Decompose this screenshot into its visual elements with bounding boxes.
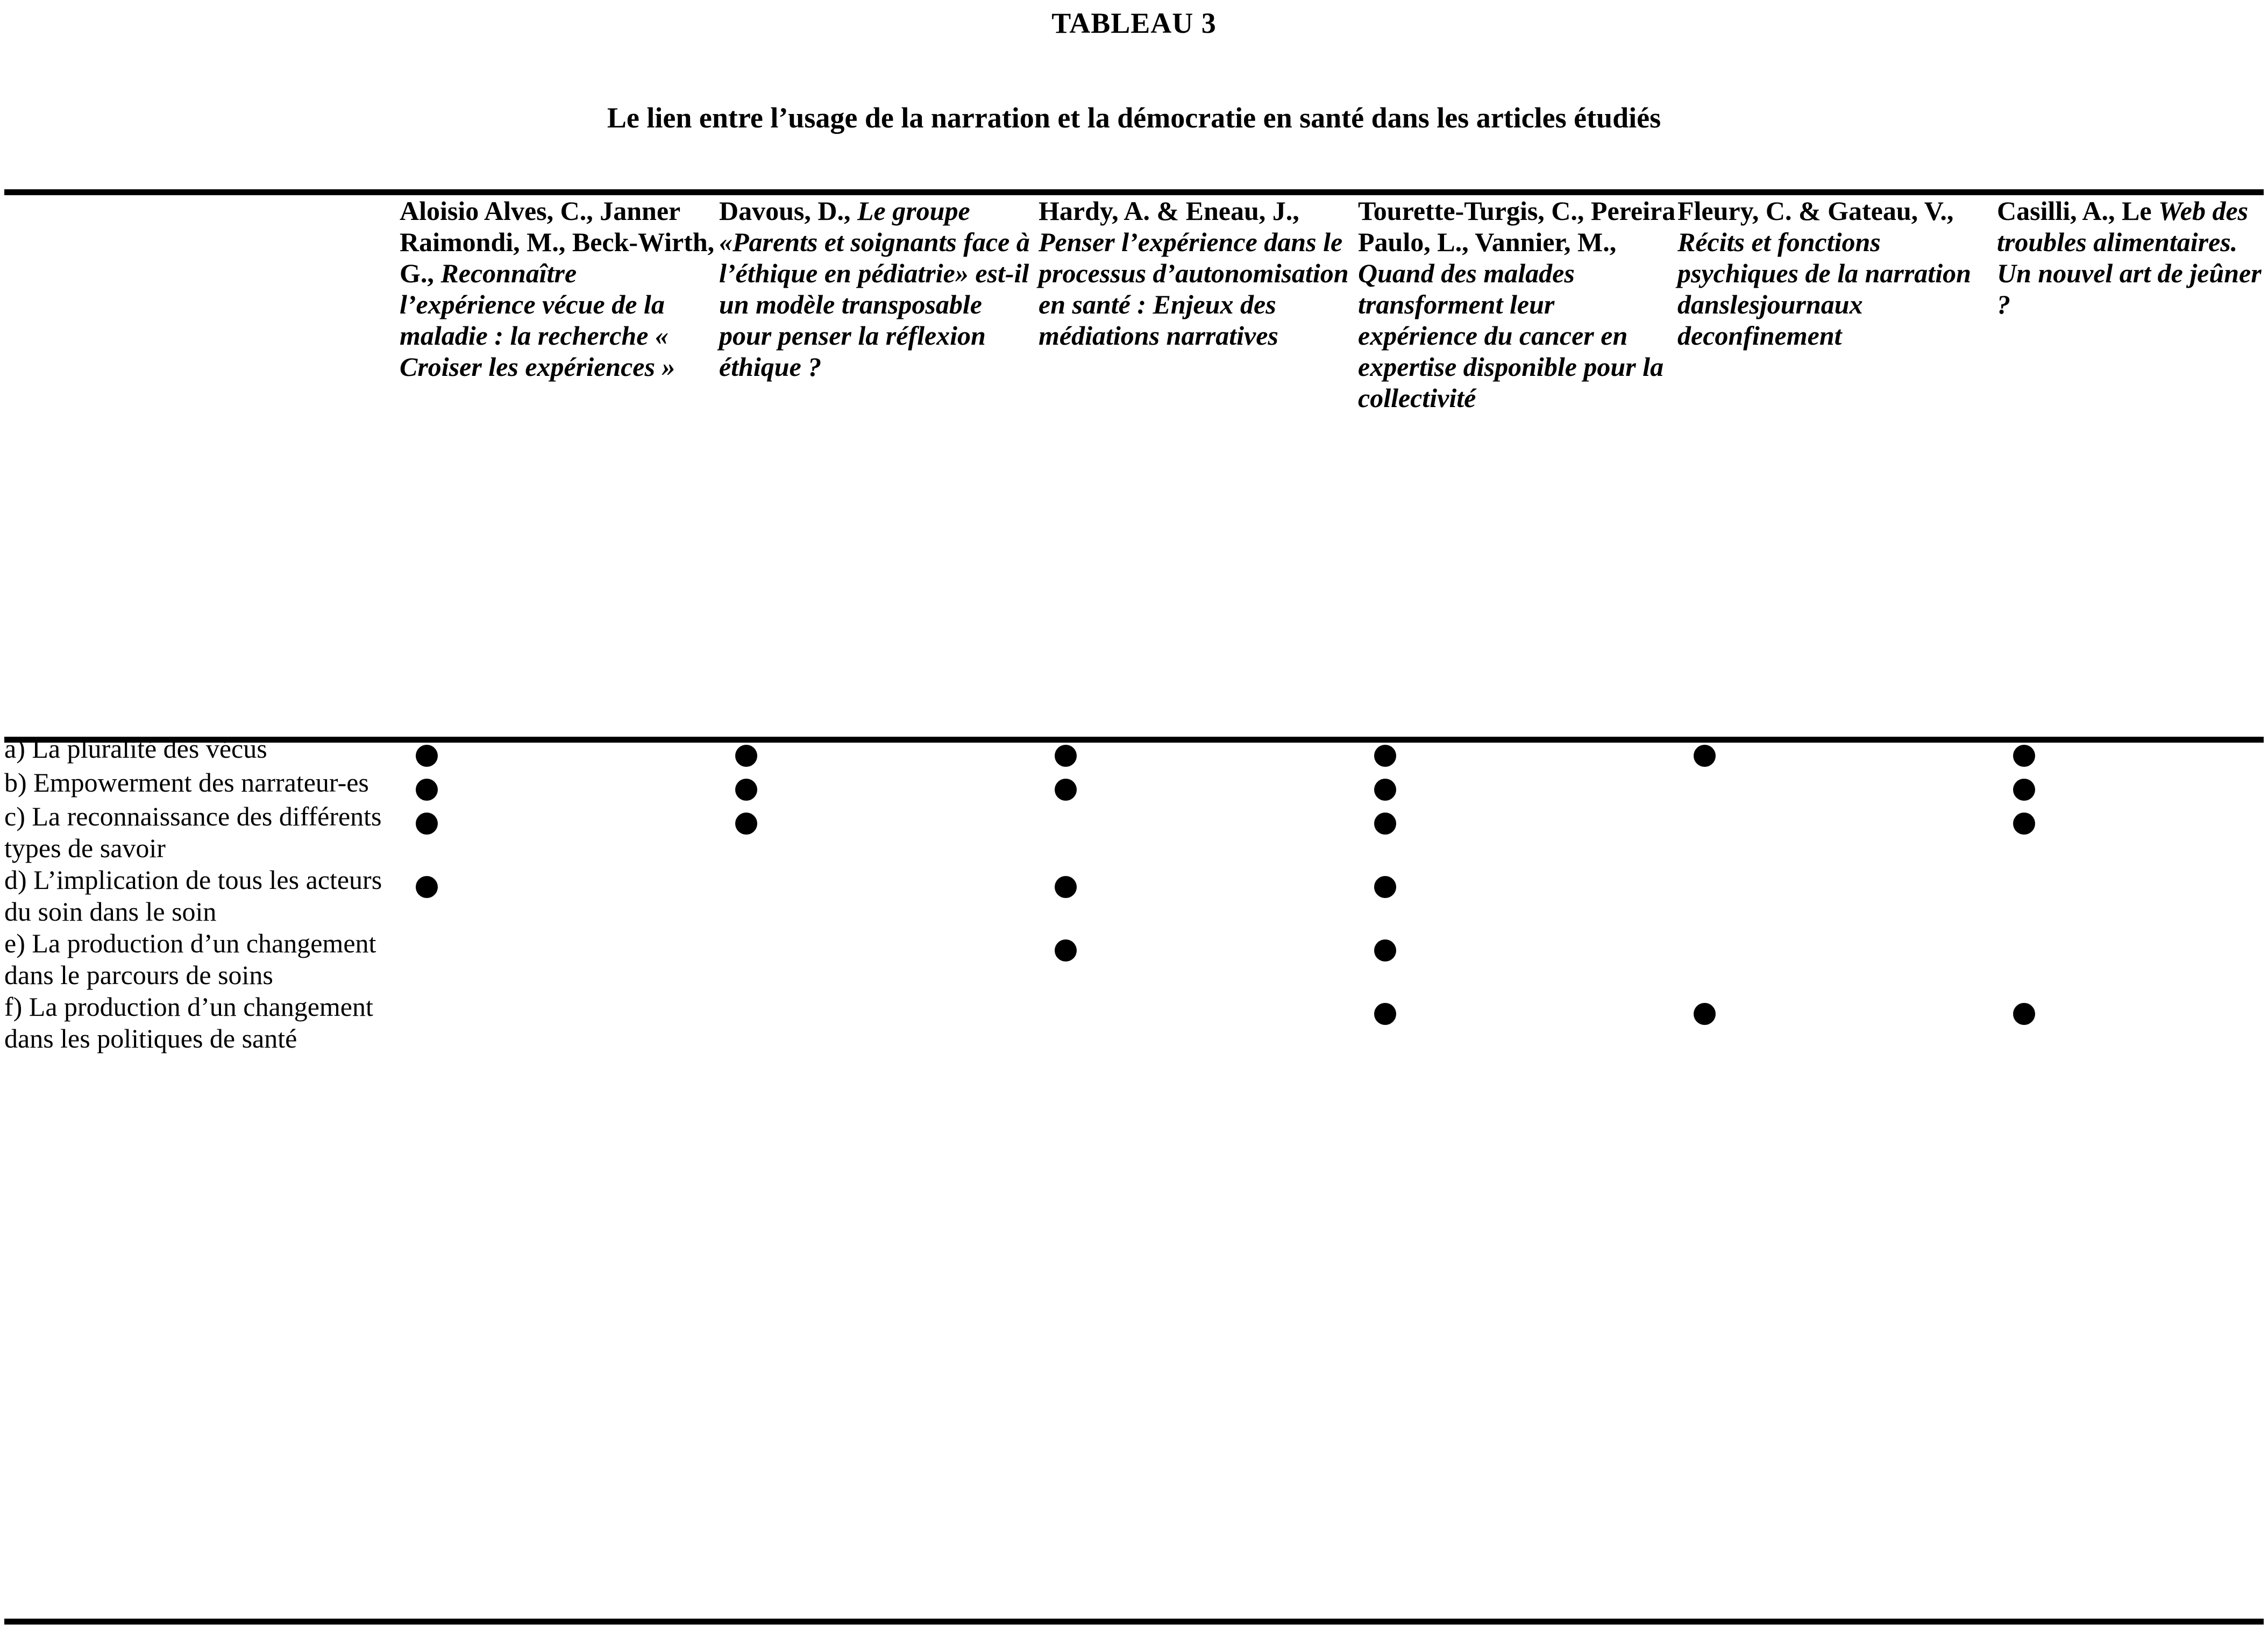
filled-circle-icon <box>1374 876 1396 898</box>
cell-a-3 <box>1039 733 1358 767</box>
article-title: Reconnaître l’expérience vécue de la maladie : la recherche « Croiser les expériences » <box>400 258 676 382</box>
table-rule-top <box>4 189 2264 195</box>
cell-e-3 <box>1039 928 1358 991</box>
cell-b-1 <box>400 767 719 801</box>
filled-circle-icon <box>1374 745 1396 767</box>
filled-circle-icon <box>2013 1003 2035 1025</box>
article-authors: Tourette-Turgis, C., Pereira Paulo, L., Vannier, M., <box>1358 196 1676 257</box>
column-header-article-5 <box>1677 195 1997 733</box>
empty-cell-marker <box>2013 876 2035 898</box>
cell-c-5 <box>1677 801 1997 864</box>
cell-a-1 <box>400 733 719 767</box>
table-row <box>4 991 2267 1055</box>
empty-cell-marker <box>416 1003 438 1025</box>
cell-c-2 <box>719 801 1039 864</box>
empty-cell-marker <box>1055 1003 1077 1025</box>
filled-circle-icon <box>1374 1003 1396 1025</box>
criterion-label-f: f) La production d’un changement dans les politiques de santé <box>4 992 373 1053</box>
cell-e-1 <box>400 928 719 991</box>
cell-d-1 <box>400 864 719 928</box>
table-row <box>4 801 2267 864</box>
criterion-label-d: d) L’implication de tous les acteurs du soin dans le soin <box>4 865 382 927</box>
empty-cell-marker <box>1055 813 1077 835</box>
table-body <box>4 733 2267 1055</box>
empty-cell-marker <box>1694 939 1716 961</box>
empty-cell-marker <box>735 876 757 898</box>
cell-b-3 <box>1039 767 1358 801</box>
column-header-article-6 <box>1997 195 2267 733</box>
article-title: Web des troubles alimentaires. Un nouvel art de jeûner ? <box>1997 196 2262 319</box>
filled-circle-icon <box>735 779 757 801</box>
filled-circle-icon <box>1374 779 1396 801</box>
filled-circle-icon <box>1694 745 1716 767</box>
column-header-article-1 <box>400 195 719 733</box>
table-number: TABLEAU 3 <box>1051 7 1217 39</box>
cell-b-6 <box>1997 767 2267 801</box>
table-row <box>4 733 2267 767</box>
table-row <box>4 767 2267 801</box>
filled-circle-icon <box>1055 779 1077 801</box>
cell-f-3 <box>1039 991 1358 1055</box>
cell-a-4 <box>1358 733 1677 767</box>
empty-cell-marker <box>2013 939 2035 961</box>
cell-b-2 <box>719 767 1039 801</box>
table-header <box>4 195 2267 733</box>
filled-circle-icon <box>2013 813 2035 835</box>
filled-circle-icon <box>1374 939 1396 961</box>
article-authors: Fleury, C. & Gateau, V., <box>1677 196 1954 226</box>
filled-circle-icon <box>416 876 438 898</box>
article-title: Récits et fonctions psychiques de la narration danslesjournaux deconfinement <box>1677 227 1971 351</box>
empty-cell-marker <box>1694 876 1716 898</box>
empty-cell-marker <box>1694 813 1716 835</box>
criterion-label-e: e) La production d’un changement dans le parcours de soins <box>4 928 376 990</box>
article-title: Quand des malades transforment leur expérience du cancer en expertise disponible pour la collectivité <box>1358 258 1664 413</box>
empty-cell-marker <box>735 939 757 961</box>
filled-circle-icon <box>416 813 438 835</box>
filled-circle-icon <box>735 745 757 767</box>
cell-a-2 <box>719 733 1039 767</box>
filled-circle-icon <box>2013 779 2035 801</box>
filled-circle-icon <box>416 745 438 767</box>
filled-circle-icon <box>1055 745 1077 767</box>
column-header-article-2 <box>719 195 1039 733</box>
cell-d-3 <box>1039 864 1358 928</box>
filled-circle-icon <box>1694 1003 1716 1025</box>
cell-e-4 <box>1358 928 1677 991</box>
filled-circle-icon <box>1055 939 1077 961</box>
table-rule-bottom <box>4 1619 2264 1625</box>
table-row <box>4 864 2267 928</box>
criterion-label-c: c) La reconnaissance des différents types de savoir <box>4 801 382 863</box>
narration-democracy-matrix <box>4 195 2267 1055</box>
cell-b-4 <box>1358 767 1677 801</box>
filled-circle-icon <box>735 813 757 835</box>
cell-f-5 <box>1677 991 1997 1055</box>
column-header-article-4 <box>1358 195 1677 733</box>
cell-f-1 <box>400 991 719 1055</box>
cell-d-5 <box>1677 864 1997 928</box>
cell-e-2 <box>719 928 1039 991</box>
cell-f-2 <box>719 991 1039 1055</box>
article-authors: Hardy, A. & Eneau, J., <box>1039 196 1299 226</box>
cell-b-5 <box>1677 767 1997 801</box>
cell-c-3 <box>1039 801 1358 864</box>
filled-circle-icon <box>1374 813 1396 835</box>
cell-c-4 <box>1358 801 1677 864</box>
criterion-label-a: a) La pluralité des vécus <box>4 733 267 764</box>
cell-d-6 <box>1997 864 2267 928</box>
table-row <box>4 928 2267 991</box>
article-authors: Aloisio Alves, C., Janner Raimondi, M., Beck-Wirth, G., <box>400 196 715 288</box>
corner-cell <box>4 195 400 733</box>
filled-circle-icon <box>2013 745 2035 767</box>
cell-f-4 <box>1358 991 1677 1055</box>
cell-f-6 <box>1997 991 2267 1055</box>
criterion-label-b: b) Empowerment des narrateur-es <box>4 767 369 797</box>
filled-circle-icon <box>1055 876 1077 898</box>
cell-c-1 <box>400 801 719 864</box>
article-authors: Casilli, A., Le <box>1997 196 2152 226</box>
article-authors: Davous, D., <box>719 196 851 226</box>
header-row <box>4 195 2267 733</box>
column-header-article-3 <box>1039 195 1358 733</box>
article-title: Penser l’expérience dans le processus d’autonomisation en santé : Enjeux des médiations narratives <box>1039 227 1349 351</box>
cell-e-5 <box>1677 928 1997 991</box>
cell-a-6 <box>1997 733 2267 767</box>
table-caption: Le lien entre l’usage de la narration et la démocratie en santé dans les articles étudiés <box>607 102 1661 134</box>
cell-a-5 <box>1677 733 1997 767</box>
cell-d-4 <box>1358 864 1677 928</box>
empty-cell-marker <box>1694 779 1716 801</box>
empty-cell-marker <box>416 939 438 961</box>
filled-circle-icon <box>416 779 438 801</box>
cell-e-6 <box>1997 928 2267 991</box>
article-title: Le groupe «Parents et soignants face à l’éthique en pédiatrie» est-il un modèle transposable pour penser la réflexion éthique ? <box>719 196 1030 382</box>
cell-d-2 <box>719 864 1039 928</box>
empty-cell-marker <box>735 1003 757 1025</box>
cell-c-6 <box>1997 801 2267 864</box>
